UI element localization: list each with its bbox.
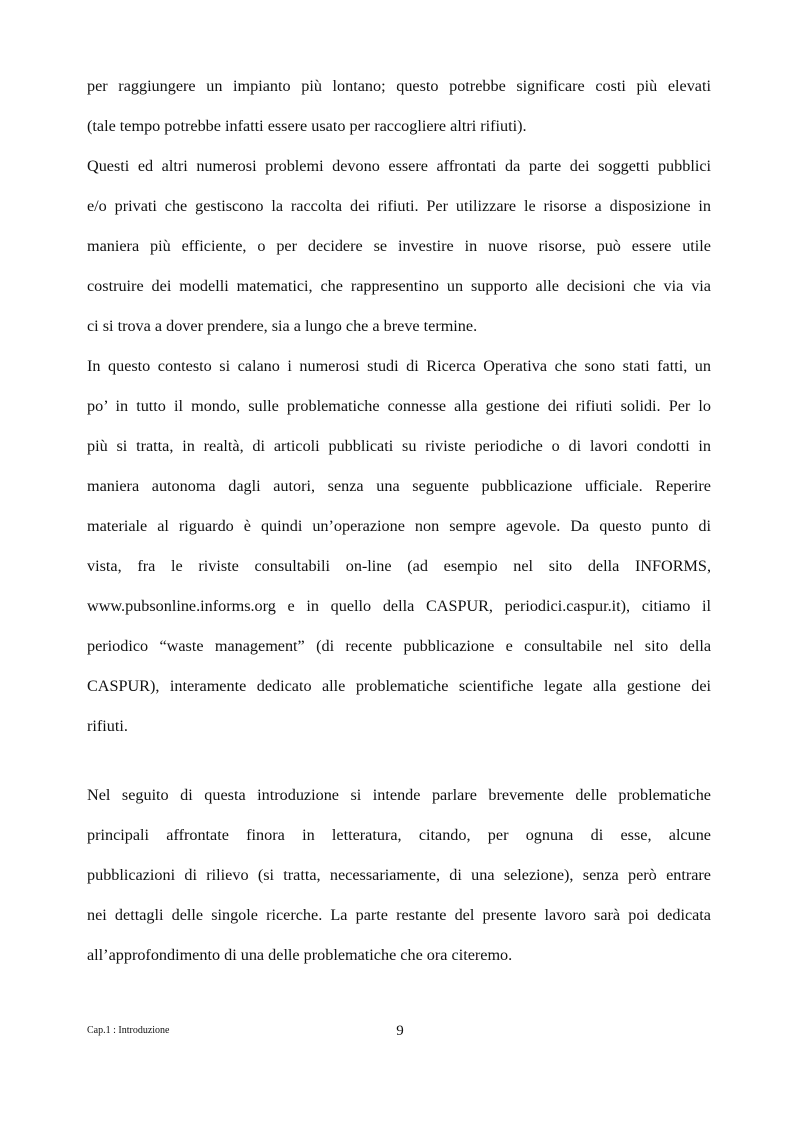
paragraph-2-line-1: Questi ed altri numerosi problemi devono essere affrontati da parte dei soggetti pubblici xyxy=(87,157,711,175)
paragraph-2-line-5: ci si trova a dover prendere, sia a lungo che a breve termine. xyxy=(87,317,478,335)
paragraph-3-line-7: www.pubsonline.informs.org e in quello della CASPUR, periodici.caspur.it), citiamo il xyxy=(87,597,711,615)
paragraph-1-line-1: per raggiungere un impianto più lontano; questo potrebbe significare costi più elevati xyxy=(87,77,711,95)
paragraph-4-line-4: nei dettagli delle singole ricerche. La parte restante del presente lavoro sarà poi dedicata xyxy=(87,906,711,924)
paragraph-2-line-4: costruire dei modelli matematici, che rappresentino un supporto alle decisioni che via via xyxy=(87,277,711,295)
paragraph-4-line-2: principali affrontate finora in letteratura, citando, per ognuna di esse, alcune xyxy=(87,826,711,844)
paragraph-2-line-3: maniera più efficiente, o per decidere se investire in nuove risorse, può essere utile xyxy=(87,237,711,255)
page-number: 9 xyxy=(396,1023,404,1039)
paragraph-3-line-6: vista, fra le riviste consultabili on-line (ad esempio nel sito della INFORMS, xyxy=(87,557,711,575)
paragraph-3-line-2: po’ in tutto il mondo, sulle problematiche connesse alla gestione dei rifiuti solidi. Per lo xyxy=(87,397,711,415)
paragraph-3-line-9: CASPUR), interamente dedicato alle problematiche scientifiche legate alla gestione dei xyxy=(87,677,711,695)
paragraph-3-line-8: periodico “waste management” (di recente pubblicazione e consultabile nel sito della xyxy=(87,637,711,655)
paragraph-1-line-2: (tale tempo potrebbe infatti essere usato per raccogliere altri rifiuti). xyxy=(87,117,527,135)
paragraph-4-line-1: Nel seguito di questa introduzione si intende parlare brevemente delle problematiche xyxy=(87,786,711,804)
paragraph-3-line-1: In questo contesto si calano i numerosi studi di Ricerca Operativa che sono stati fatti, un xyxy=(87,357,711,375)
footer-chapter-label: Cap.1 : Introduzione xyxy=(87,1025,170,1036)
paragraph-3-line-4: maniera autonoma dagli autori, senza una seguente pubblicazione ufficiale. Reperire xyxy=(87,477,711,495)
paragraph-4-line-5: all’approfondimento di una delle problematiche che ora citeremo. xyxy=(87,946,513,964)
paragraph-4-line-3: pubblicazioni di rilievo (si tratta, necessariamente, di una selezione), senza però entrare xyxy=(87,866,711,884)
paragraph-3-line-10: rifiuti. xyxy=(87,717,128,735)
paragraph-2-line-2: e/o privati che gestiscono la raccolta dei rifiuti. Per utilizzare le risorse a disposizione in xyxy=(87,197,711,215)
paragraph-3-line-5: materiale al riguardo è quindi un’operazione non sempre agevole. Da questo punto di xyxy=(87,517,711,535)
paragraph-3-line-3: più si tratta, in realtà, di articoli pubblicati su riviste periodiche o di lavori condotti in xyxy=(87,437,711,455)
